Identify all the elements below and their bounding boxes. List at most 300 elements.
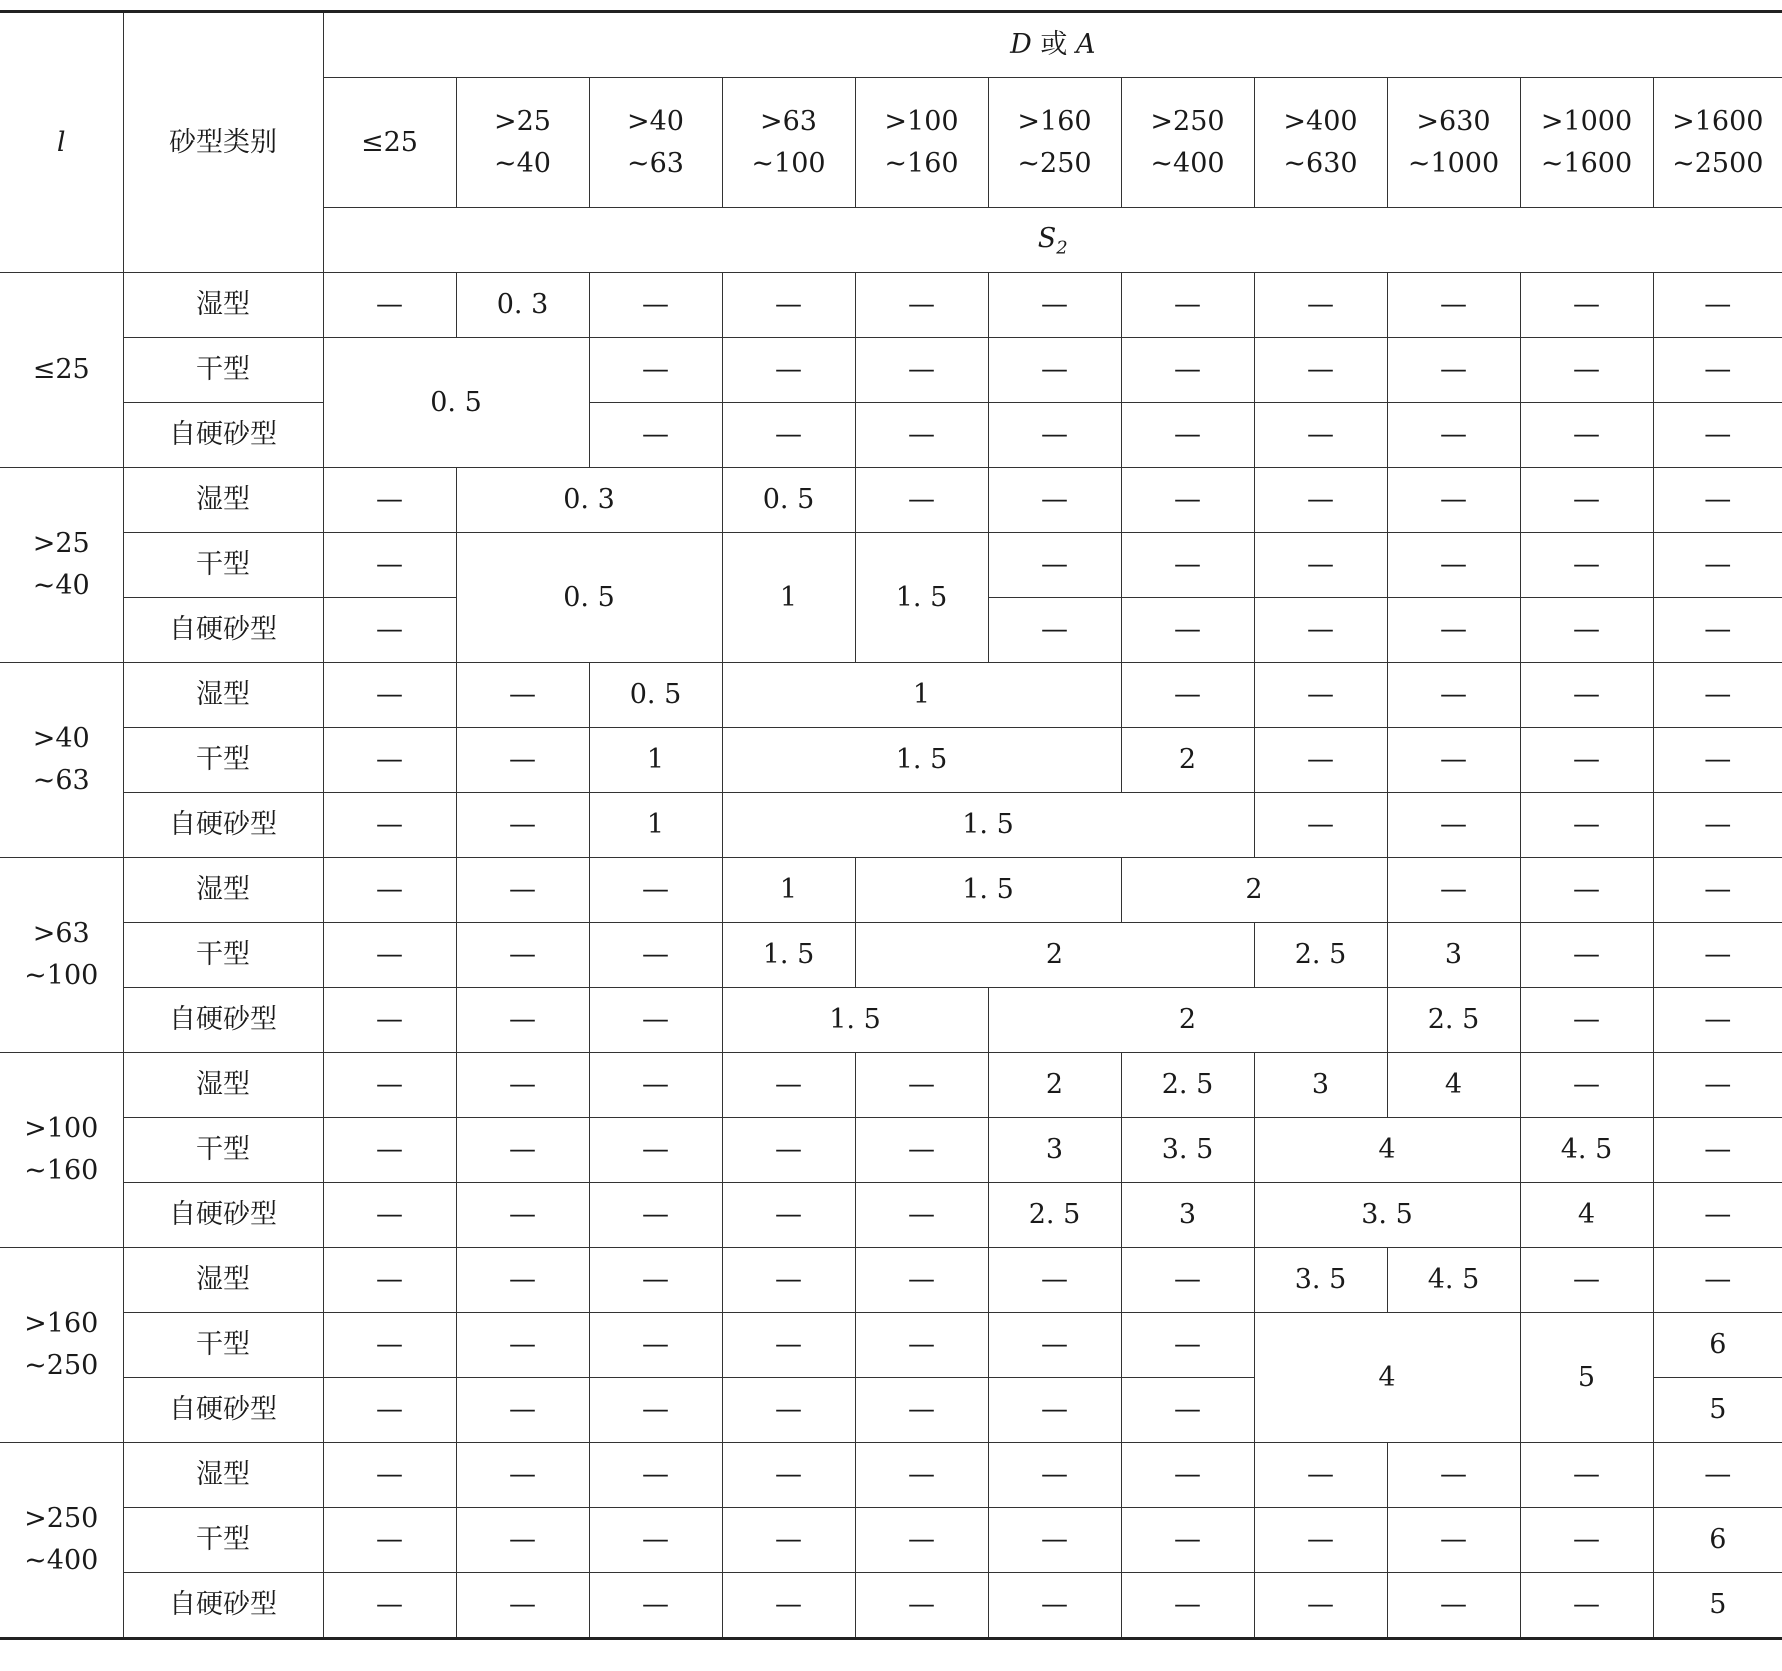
tolerance-value-cell: — (589, 1313, 722, 1378)
table-row (0, 1508, 1782, 1573)
table-row (0, 273, 1782, 338)
tolerance-value-cell: — (1254, 728, 1387, 793)
tolerance-value-cell: 6 (1653, 1313, 1782, 1378)
tolerance-value-cell: 4. 5 (1387, 1248, 1520, 1313)
l-range-label-line: ~63 (32, 765, 90, 796)
tolerance-value-cell: — (323, 1508, 456, 1573)
range-label-line: >63 (760, 105, 817, 137)
sand-type-cell: 湿型 (123, 1443, 323, 1508)
tolerance-value-cell: — (323, 988, 456, 1053)
tolerance-value-cell: — (1121, 1248, 1254, 1313)
tolerance-value-cell: — (589, 1248, 722, 1313)
l-range-label-line: ~160 (24, 1155, 99, 1186)
tolerance-value-cell: 1. 5 (722, 988, 988, 1053)
tolerance-value-cell: — (456, 1053, 589, 1118)
l-range-cell (0, 1053, 123, 1248)
tolerance-value-cell: — (1520, 1248, 1653, 1313)
l-range-label-line: ~40 (32, 570, 90, 601)
table-body (0, 12, 1782, 1639)
tolerance-value-cell: 0. 3 (456, 273, 589, 338)
sand-type-cell: 湿型 (123, 273, 323, 338)
tolerance-value-cell: — (323, 1378, 456, 1443)
tolerance-value-cell: 2 (988, 988, 1387, 1053)
tolerance-value-cell: 0. 5 (589, 663, 722, 728)
sand-type-cell: 干型 (123, 728, 323, 793)
l-range-label-line: >250 (24, 1503, 99, 1535)
tolerance-value-cell: — (456, 663, 589, 728)
tolerance-value-cell: 3 (1121, 1183, 1254, 1248)
tolerance-value-cell: — (988, 1443, 1121, 1508)
tolerance-value-cell: — (323, 1573, 456, 1639)
table-row (0, 793, 1782, 858)
range-label-line: >250 (1150, 105, 1225, 137)
tolerance-value-cell: — (589, 1443, 722, 1508)
l-range-label-line: >40 (32, 723, 90, 755)
tolerance-value-cell: 0. 3 (456, 468, 722, 533)
range-label-line: >400 (1283, 105, 1358, 137)
tolerance-value-cell: — (589, 1183, 722, 1248)
tolerance-value-cell: — (589, 1118, 722, 1183)
tolerance-value-cell: 3. 5 (1121, 1118, 1254, 1183)
tolerance-value-cell: — (722, 1378, 855, 1443)
tolerance-value-cell: — (1520, 663, 1653, 728)
tolerance-value-cell: — (1254, 1443, 1387, 1508)
tolerance-value-cell: — (1653, 923, 1782, 988)
table-row (0, 1443, 1782, 1508)
a-var: A (1075, 29, 1096, 61)
tolerance-value-cell: — (323, 273, 456, 338)
tolerance-value-cell: — (855, 1443, 988, 1508)
tolerance-value-cell: 0. 5 (456, 533, 722, 663)
tolerance-value-cell: 5 (1653, 1573, 1782, 1639)
tolerance-value-cell: 1. 5 (855, 858, 1121, 923)
table-row (0, 663, 1782, 728)
tolerance-value-cell: 4 (1254, 1313, 1520, 1443)
tolerance-value-cell: — (988, 1248, 1121, 1313)
tolerance-value-cell: — (1254, 338, 1387, 403)
tolerance-value-cell: — (589, 923, 722, 988)
tolerance-value-cell: — (323, 1313, 456, 1378)
range-header-9 (1520, 78, 1653, 208)
tolerance-value-cell: — (323, 1053, 456, 1118)
tolerance-value-cell: — (1387, 273, 1520, 338)
table-row (0, 1248, 1782, 1313)
tolerance-value-cell: — (855, 273, 988, 338)
tolerance-value-cell: — (1653, 1118, 1782, 1183)
range-label-line: >25 (494, 105, 551, 137)
l-range-label-line: ~100 (24, 960, 99, 991)
tolerance-value-cell: — (1121, 1313, 1254, 1378)
tolerance-value-cell: 5 (1653, 1378, 1782, 1443)
tolerance-value-cell: — (456, 1508, 589, 1573)
sand-type-cell: 干型 (123, 1118, 323, 1183)
tolerance-value-cell: — (988, 598, 1121, 663)
range-label-line: ~1000 (1407, 147, 1500, 179)
tolerance-value-cell: — (1121, 338, 1254, 403)
sand-type-cell: 湿型 (123, 468, 323, 533)
sand-type-cell: 自硬砂型 (123, 988, 323, 1053)
range-label-line: >100 (884, 105, 959, 137)
range-label-line: ~160 (884, 147, 959, 179)
tolerance-value-cell: — (1520, 273, 1653, 338)
tolerance-value-cell: — (323, 793, 456, 858)
tolerance-value-cell: — (1254, 1573, 1387, 1639)
tolerance-value-cell: 3. 5 (1254, 1248, 1387, 1313)
tolerance-value-cell: — (1121, 273, 1254, 338)
tolerance-value-cell: — (1387, 468, 1520, 533)
range-header-0 (323, 78, 456, 208)
tolerance-value-cell: — (722, 403, 855, 468)
tolerance-value-cell: — (722, 273, 855, 338)
d-var: D (1010, 29, 1032, 61)
tolerance-value-cell: — (855, 403, 988, 468)
tolerance-table-container (0, 10, 1782, 1640)
tolerance-value-cell: — (855, 1248, 988, 1313)
sand-type-cell: 湿型 (123, 663, 323, 728)
tolerance-value-cell: — (722, 1508, 855, 1573)
tolerance-value-cell: — (1254, 533, 1387, 598)
s2-header (323, 208, 1782, 273)
tolerance-value-cell: — (323, 858, 456, 923)
d-or-a-conj: 或 (1031, 29, 1076, 61)
tolerance-value-cell: — (323, 468, 456, 533)
tolerance-value-cell: — (1387, 663, 1520, 728)
tolerance-value-cell: 3 (1387, 923, 1520, 988)
tolerance-value-cell: — (1520, 338, 1653, 403)
tolerance-value-cell: 2. 5 (988, 1183, 1121, 1248)
tolerance-value-cell: — (988, 468, 1121, 533)
tolerance-value-cell: 1. 5 (855, 533, 988, 663)
tolerance-value-cell: 1 (589, 728, 722, 793)
tolerance-value-cell: — (988, 1573, 1121, 1639)
l-range-label-line: >100 (24, 1113, 99, 1145)
sand-type-cell: 湿型 (123, 1053, 323, 1118)
range-header-8 (1387, 78, 1520, 208)
tolerance-value-cell: — (1520, 403, 1653, 468)
header-row-1 (0, 12, 1782, 78)
tolerance-value-cell: — (1121, 663, 1254, 728)
l-range-cell (0, 1443, 123, 1639)
tolerance-value-cell: — (589, 1573, 722, 1639)
tolerance-value-cell: — (1387, 793, 1520, 858)
table-row (0, 1573, 1782, 1639)
tolerance-value-cell: — (1653, 273, 1782, 338)
tolerance-value-cell: — (1520, 598, 1653, 663)
tolerance-value-cell: — (1254, 598, 1387, 663)
sand-type-cell: 湿型 (123, 1248, 323, 1313)
tolerance-value-cell: — (1653, 1248, 1782, 1313)
tolerance-value-cell: — (1520, 1508, 1653, 1573)
sand-type-cell: 自硬砂型 (123, 598, 323, 663)
table-row (0, 988, 1782, 1053)
range-header-3 (722, 78, 855, 208)
tolerance-value-cell: — (1520, 923, 1653, 988)
tolerance-value-cell: — (1387, 1508, 1520, 1573)
tolerance-value-cell: — (1653, 793, 1782, 858)
tolerance-value-cell: — (855, 1313, 988, 1378)
tolerance-value-cell: — (1254, 663, 1387, 728)
table-row (0, 533, 1782, 598)
tolerance-value-cell: — (988, 1313, 1121, 1378)
tolerance-value-cell: 2. 5 (1254, 923, 1387, 988)
tolerance-value-cell: — (1520, 533, 1653, 598)
l-range-cell (0, 858, 123, 1053)
range-label-line: ~630 (1283, 147, 1358, 179)
tolerance-value-cell: — (988, 403, 1121, 468)
tolerance-value-cell: 1. 5 (722, 923, 855, 988)
sand-type-cell: 自硬砂型 (123, 1183, 323, 1248)
range-label-line: >40 (627, 105, 684, 137)
s2-base: S (1037, 222, 1057, 254)
range-label-line: >630 (1416, 105, 1491, 137)
l-header: l (0, 12, 123, 273)
table-row (0, 338, 1782, 403)
tolerance-value-cell: — (1121, 1573, 1254, 1639)
tolerance-value-cell: — (1653, 988, 1782, 1053)
range-label-line: ~400 (1150, 147, 1225, 179)
tolerance-value-cell: — (589, 988, 722, 1053)
s2-sub: 2 (1056, 237, 1068, 259)
tolerance-value-cell: — (722, 338, 855, 403)
tolerance-value-cell: — (1121, 1508, 1254, 1573)
tolerance-value-cell: — (1520, 728, 1653, 793)
tolerance-value-cell: — (1387, 338, 1520, 403)
tolerance-value-cell: — (1121, 468, 1254, 533)
tolerance-value-cell: 1 (722, 533, 855, 663)
tolerance-value-cell: — (855, 1183, 988, 1248)
tolerance-value-cell: — (456, 858, 589, 923)
sand-type-cell: 干型 (123, 338, 323, 403)
l-range-cell (0, 468, 123, 663)
tolerance-value-cell: — (988, 533, 1121, 598)
tolerance-value-cell: 2. 5 (1387, 988, 1520, 1053)
tolerance-value-cell: — (1254, 468, 1387, 533)
tolerance-value-cell: — (988, 273, 1121, 338)
tolerance-value-cell: — (1254, 793, 1387, 858)
tolerance-value-cell: 4 (1387, 1053, 1520, 1118)
tolerance-value-cell: — (1520, 858, 1653, 923)
sand-type-cell: 湿型 (123, 858, 323, 923)
tolerance-value-cell: — (323, 1248, 456, 1313)
tolerance-value-cell: — (1121, 533, 1254, 598)
sand-type-cell: 干型 (123, 1508, 323, 1573)
tolerance-value-cell: — (323, 663, 456, 728)
tolerance-value-cell: — (456, 1118, 589, 1183)
tolerance-value-cell: — (1520, 793, 1653, 858)
d-or-a-header (323, 12, 1782, 78)
tolerance-value-cell: 1 (722, 663, 1121, 728)
tolerance-value-cell: — (323, 1183, 456, 1248)
tolerance-value-cell: 4 (1520, 1183, 1653, 1248)
tolerance-value-cell: — (988, 338, 1121, 403)
tolerance-value-cell: — (1520, 468, 1653, 533)
tolerance-value-cell: 3 (988, 1118, 1121, 1183)
l-range-label-line: >160 (24, 1308, 99, 1340)
tolerance-value-cell: — (1387, 858, 1520, 923)
tolerance-value-cell: — (1387, 598, 1520, 663)
tolerance-value-cell: — (456, 1378, 589, 1443)
tolerance-value-cell: — (456, 793, 589, 858)
tolerance-value-cell: 3 (1254, 1053, 1387, 1118)
range-header-4 (855, 78, 988, 208)
tolerance-value-cell: — (855, 1118, 988, 1183)
tolerance-value-cell: — (456, 728, 589, 793)
sand-type-cell: 自硬砂型 (123, 1378, 323, 1443)
range-label-line: ~1600 (1540, 147, 1633, 179)
tolerance-value-cell: — (722, 1248, 855, 1313)
l-range-label-line: >63 (32, 918, 90, 950)
l-range-cell (0, 663, 123, 858)
tolerance-value-cell: — (722, 1118, 855, 1183)
table-row (0, 923, 1782, 988)
tolerance-value-cell: — (722, 1573, 855, 1639)
range-header-1 (456, 78, 589, 208)
range-label-line: >160 (1017, 105, 1092, 137)
tolerance-value-cell: 2 (988, 1053, 1121, 1118)
tolerance-value-cell: — (855, 468, 988, 533)
tolerance-value-cell: 2 (1121, 728, 1254, 793)
tolerance-value-cell: — (1254, 1508, 1387, 1573)
tolerance-value-cell: — (1653, 468, 1782, 533)
tolerance-value-cell: — (855, 1573, 988, 1639)
table-row (0, 1053, 1782, 1118)
tolerance-value-cell: — (722, 1313, 855, 1378)
l-range-label-line: ≤25 (32, 354, 90, 386)
table-row (0, 728, 1782, 793)
tolerance-value-cell: — (456, 1443, 589, 1508)
tolerance-value-cell: 5 (1520, 1313, 1653, 1443)
tolerance-value-cell: 0. 5 (323, 338, 589, 468)
sand-type-header: 砂型类别 (123, 12, 323, 273)
tolerance-value-cell: — (1387, 403, 1520, 468)
tolerance-value-cell: — (855, 1378, 988, 1443)
tolerance-value-cell: 2 (855, 923, 1254, 988)
tolerance-value-cell: — (323, 728, 456, 793)
tolerance-value-cell: — (1520, 988, 1653, 1053)
tolerance-value-cell: — (589, 1053, 722, 1118)
sand-type-cell: 干型 (123, 923, 323, 988)
tolerance-value-cell: — (855, 338, 988, 403)
tolerance-value-cell: — (855, 1053, 988, 1118)
tolerance-value-cell: — (988, 1508, 1121, 1573)
range-label-line: >1000 (1540, 105, 1633, 137)
tolerance-value-cell: — (1520, 1573, 1653, 1639)
tolerance-value-cell: — (988, 1378, 1121, 1443)
range-label-line: ~100 (751, 147, 826, 179)
tolerance-value-cell: — (323, 598, 456, 663)
tolerance-value-cell: — (1653, 598, 1782, 663)
tolerance-value-cell: — (1387, 533, 1520, 598)
tolerance-value-cell: 1 (589, 793, 722, 858)
range-label-line: ~250 (1017, 147, 1092, 179)
sand-type-cell: 自硬砂型 (123, 793, 323, 858)
tolerance-value-cell: — (1653, 1053, 1782, 1118)
table-row (0, 858, 1782, 923)
tolerance-value-cell: — (1121, 403, 1254, 468)
range-label-line: ~2500 (1672, 147, 1764, 179)
tolerance-value-cell: 1 (722, 858, 855, 923)
tolerance-value-cell: — (456, 923, 589, 988)
tolerance-value-cell: 1. 5 (722, 793, 1254, 858)
tolerance-value-cell: — (323, 1118, 456, 1183)
tolerance-value-cell: — (1121, 1443, 1254, 1508)
l-range-label-line: >25 (32, 528, 90, 560)
tolerance-value-cell: — (1520, 1053, 1653, 1118)
tolerance-value-cell: — (1653, 1183, 1782, 1248)
tolerance-value-cell: — (1387, 1443, 1520, 1508)
tolerance-value-cell: 1. 5 (722, 728, 1121, 793)
tolerance-value-cell: — (589, 273, 722, 338)
tolerance-value-cell: 0. 5 (722, 468, 855, 533)
tolerance-value-cell: — (456, 988, 589, 1053)
tolerance-value-cell: — (1387, 1573, 1520, 1639)
table-row (0, 468, 1782, 533)
tolerance-value-cell: — (1121, 598, 1254, 663)
tolerance-value-cell: 2 (1121, 858, 1387, 923)
tolerance-value-cell: — (456, 1183, 589, 1248)
range-label-line: ~40 (494, 147, 551, 179)
range-header-5 (988, 78, 1121, 208)
tolerance-value-cell: — (1254, 403, 1387, 468)
tolerance-value-cell: — (1121, 1378, 1254, 1443)
tolerance-value-cell: — (589, 1508, 722, 1573)
range-header-10 (1653, 78, 1782, 208)
tolerance-value-cell: 4. 5 (1520, 1118, 1653, 1183)
tolerance-value-cell: — (323, 1443, 456, 1508)
tolerance-value-cell: — (456, 1248, 589, 1313)
tolerance-value-cell: — (855, 1508, 988, 1573)
table-row (0, 1118, 1782, 1183)
range-label-line: ≤25 (361, 126, 418, 158)
tolerance-value-cell: 6 (1653, 1508, 1782, 1573)
tolerance-value-cell: — (456, 1573, 589, 1639)
l-range-label-line: ~250 (24, 1350, 99, 1381)
tolerance-value-cell: — (456, 1313, 589, 1378)
sand-type-cell: 干型 (123, 533, 323, 598)
sand-type-cell: 自硬砂型 (123, 403, 323, 468)
tolerance-value-cell: — (1520, 1443, 1653, 1508)
l-range-label-line: ~400 (24, 1545, 99, 1576)
range-header-6 (1121, 78, 1254, 208)
tolerance-value-cell: — (323, 923, 456, 988)
tolerance-value-cell: — (1254, 273, 1387, 338)
tolerance-value-cell: — (589, 858, 722, 923)
range-label-line: >1600 (1672, 105, 1764, 137)
l-range-cell (0, 1248, 123, 1443)
tolerance-value-cell: — (1653, 533, 1782, 598)
tolerance-value-cell: — (722, 1183, 855, 1248)
table-row (0, 1183, 1782, 1248)
tolerance-value-cell: — (1653, 728, 1782, 793)
draft-tolerance-table (0, 10, 1782, 1640)
table-row (0, 403, 1782, 468)
tolerance-value-cell: — (1387, 728, 1520, 793)
range-label-line: ~63 (627, 147, 684, 179)
range-header-2 (589, 78, 722, 208)
tolerance-value-cell: — (722, 1053, 855, 1118)
table-row (0, 1313, 1782, 1378)
tolerance-value-cell: — (722, 1443, 855, 1508)
tolerance-value-cell: — (589, 338, 722, 403)
tolerance-value-cell: — (589, 403, 722, 468)
tolerance-value-cell: — (1653, 403, 1782, 468)
tolerance-value-cell: 3. 5 (1254, 1183, 1520, 1248)
range-header-7 (1254, 78, 1387, 208)
tolerance-value-cell: — (1653, 338, 1782, 403)
tolerance-value-cell: — (1653, 858, 1782, 923)
tolerance-value-cell: — (323, 533, 456, 598)
tolerance-value-cell: 2. 5 (1121, 1053, 1254, 1118)
